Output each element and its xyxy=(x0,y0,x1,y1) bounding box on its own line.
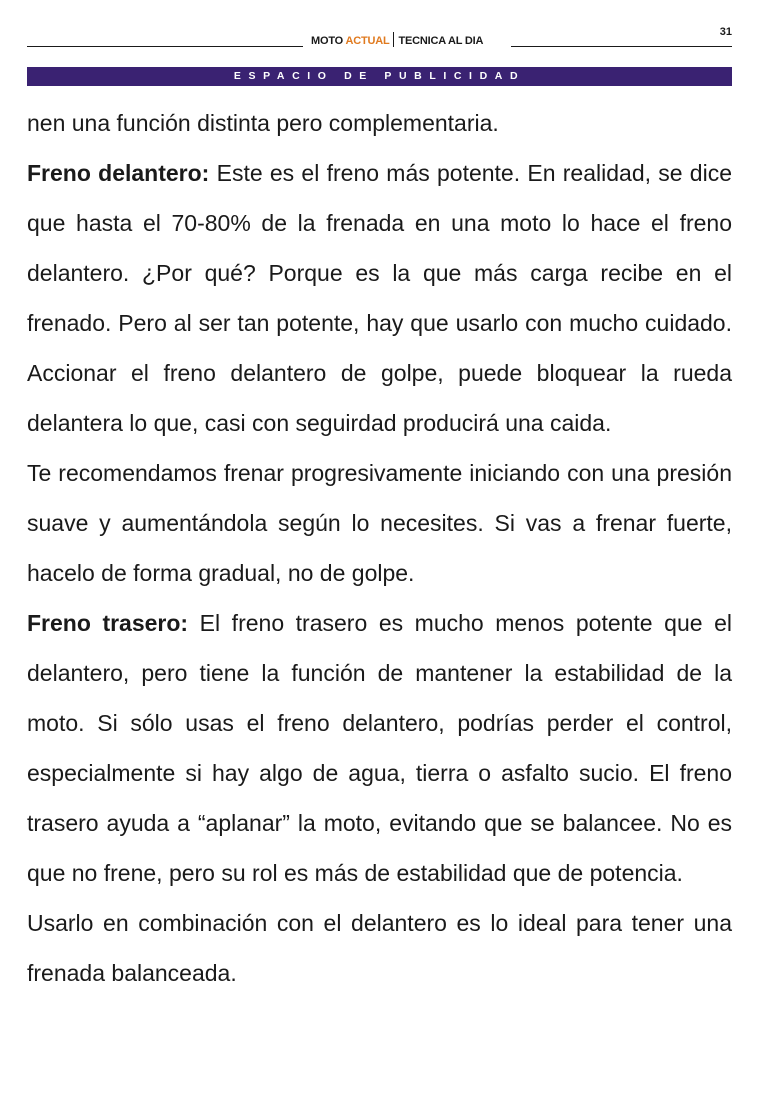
paragraph-front-brake xyxy=(27,148,732,448)
paragraph: Usarlo en combinación con el delantero es lo ideal para tener una frenada balanceada. xyxy=(27,910,732,986)
page-header xyxy=(27,26,732,50)
front-brake-heading: Freno delantero: xyxy=(27,160,210,186)
page-number: 31 xyxy=(719,26,732,38)
front-brake-text: Este es el freno más potente. En realidad, se dice que hasta el 70-80% de la frenada en una moto lo hace el freno delantero. ¿Por qué? Porque es la que más carga recibe en el frenado. Pero al ser tan potente, hay que usarlo con mucho cuidado. Accionar el freno delantero de golpe, puede bloquear la rueda delantera lo que, casi con seguirdad producirá una caida. xyxy=(27,160,732,436)
paragraph: Te recomendamos frenar progresivamente iniciando con una presión suave y aumentándola según lo necesites. Si vas a frenar fuerte, hacelo de forma gradual, no de golpe. xyxy=(27,460,732,586)
rear-brake-heading: Freno trasero: xyxy=(27,610,189,636)
brand-actual: ACTUAL xyxy=(345,35,390,47)
article-body xyxy=(27,98,732,998)
paragraph: nen una función distinta pero complementaria. xyxy=(27,110,499,136)
header-rule-left xyxy=(27,46,303,47)
header-rule-right xyxy=(511,46,732,47)
section-name: TECNICA AL DIA xyxy=(398,35,484,47)
brand-separator xyxy=(393,32,394,47)
magazine-brand xyxy=(311,32,483,47)
rear-brake-text: El freno trasero es mucho menos potente que el delantero, pero tiene la función de mantener la estabilidad de la moto. Si sólo usas el freno delantero, podrías perder el control, especialmente si hay algo de agua, tierra o asfalto sucio. El freno trasero ayuda a “aplanar” la moto, evitando que se balancee. No es que no frene, pero su rol es más de estabilidad que de potencia. xyxy=(27,610,732,886)
ad-banner[interactable]: ESPACIO DE PUBLICIDAD xyxy=(27,67,732,86)
paragraph-rear-brake xyxy=(27,598,732,898)
brand-moto: MOTO xyxy=(311,35,343,47)
